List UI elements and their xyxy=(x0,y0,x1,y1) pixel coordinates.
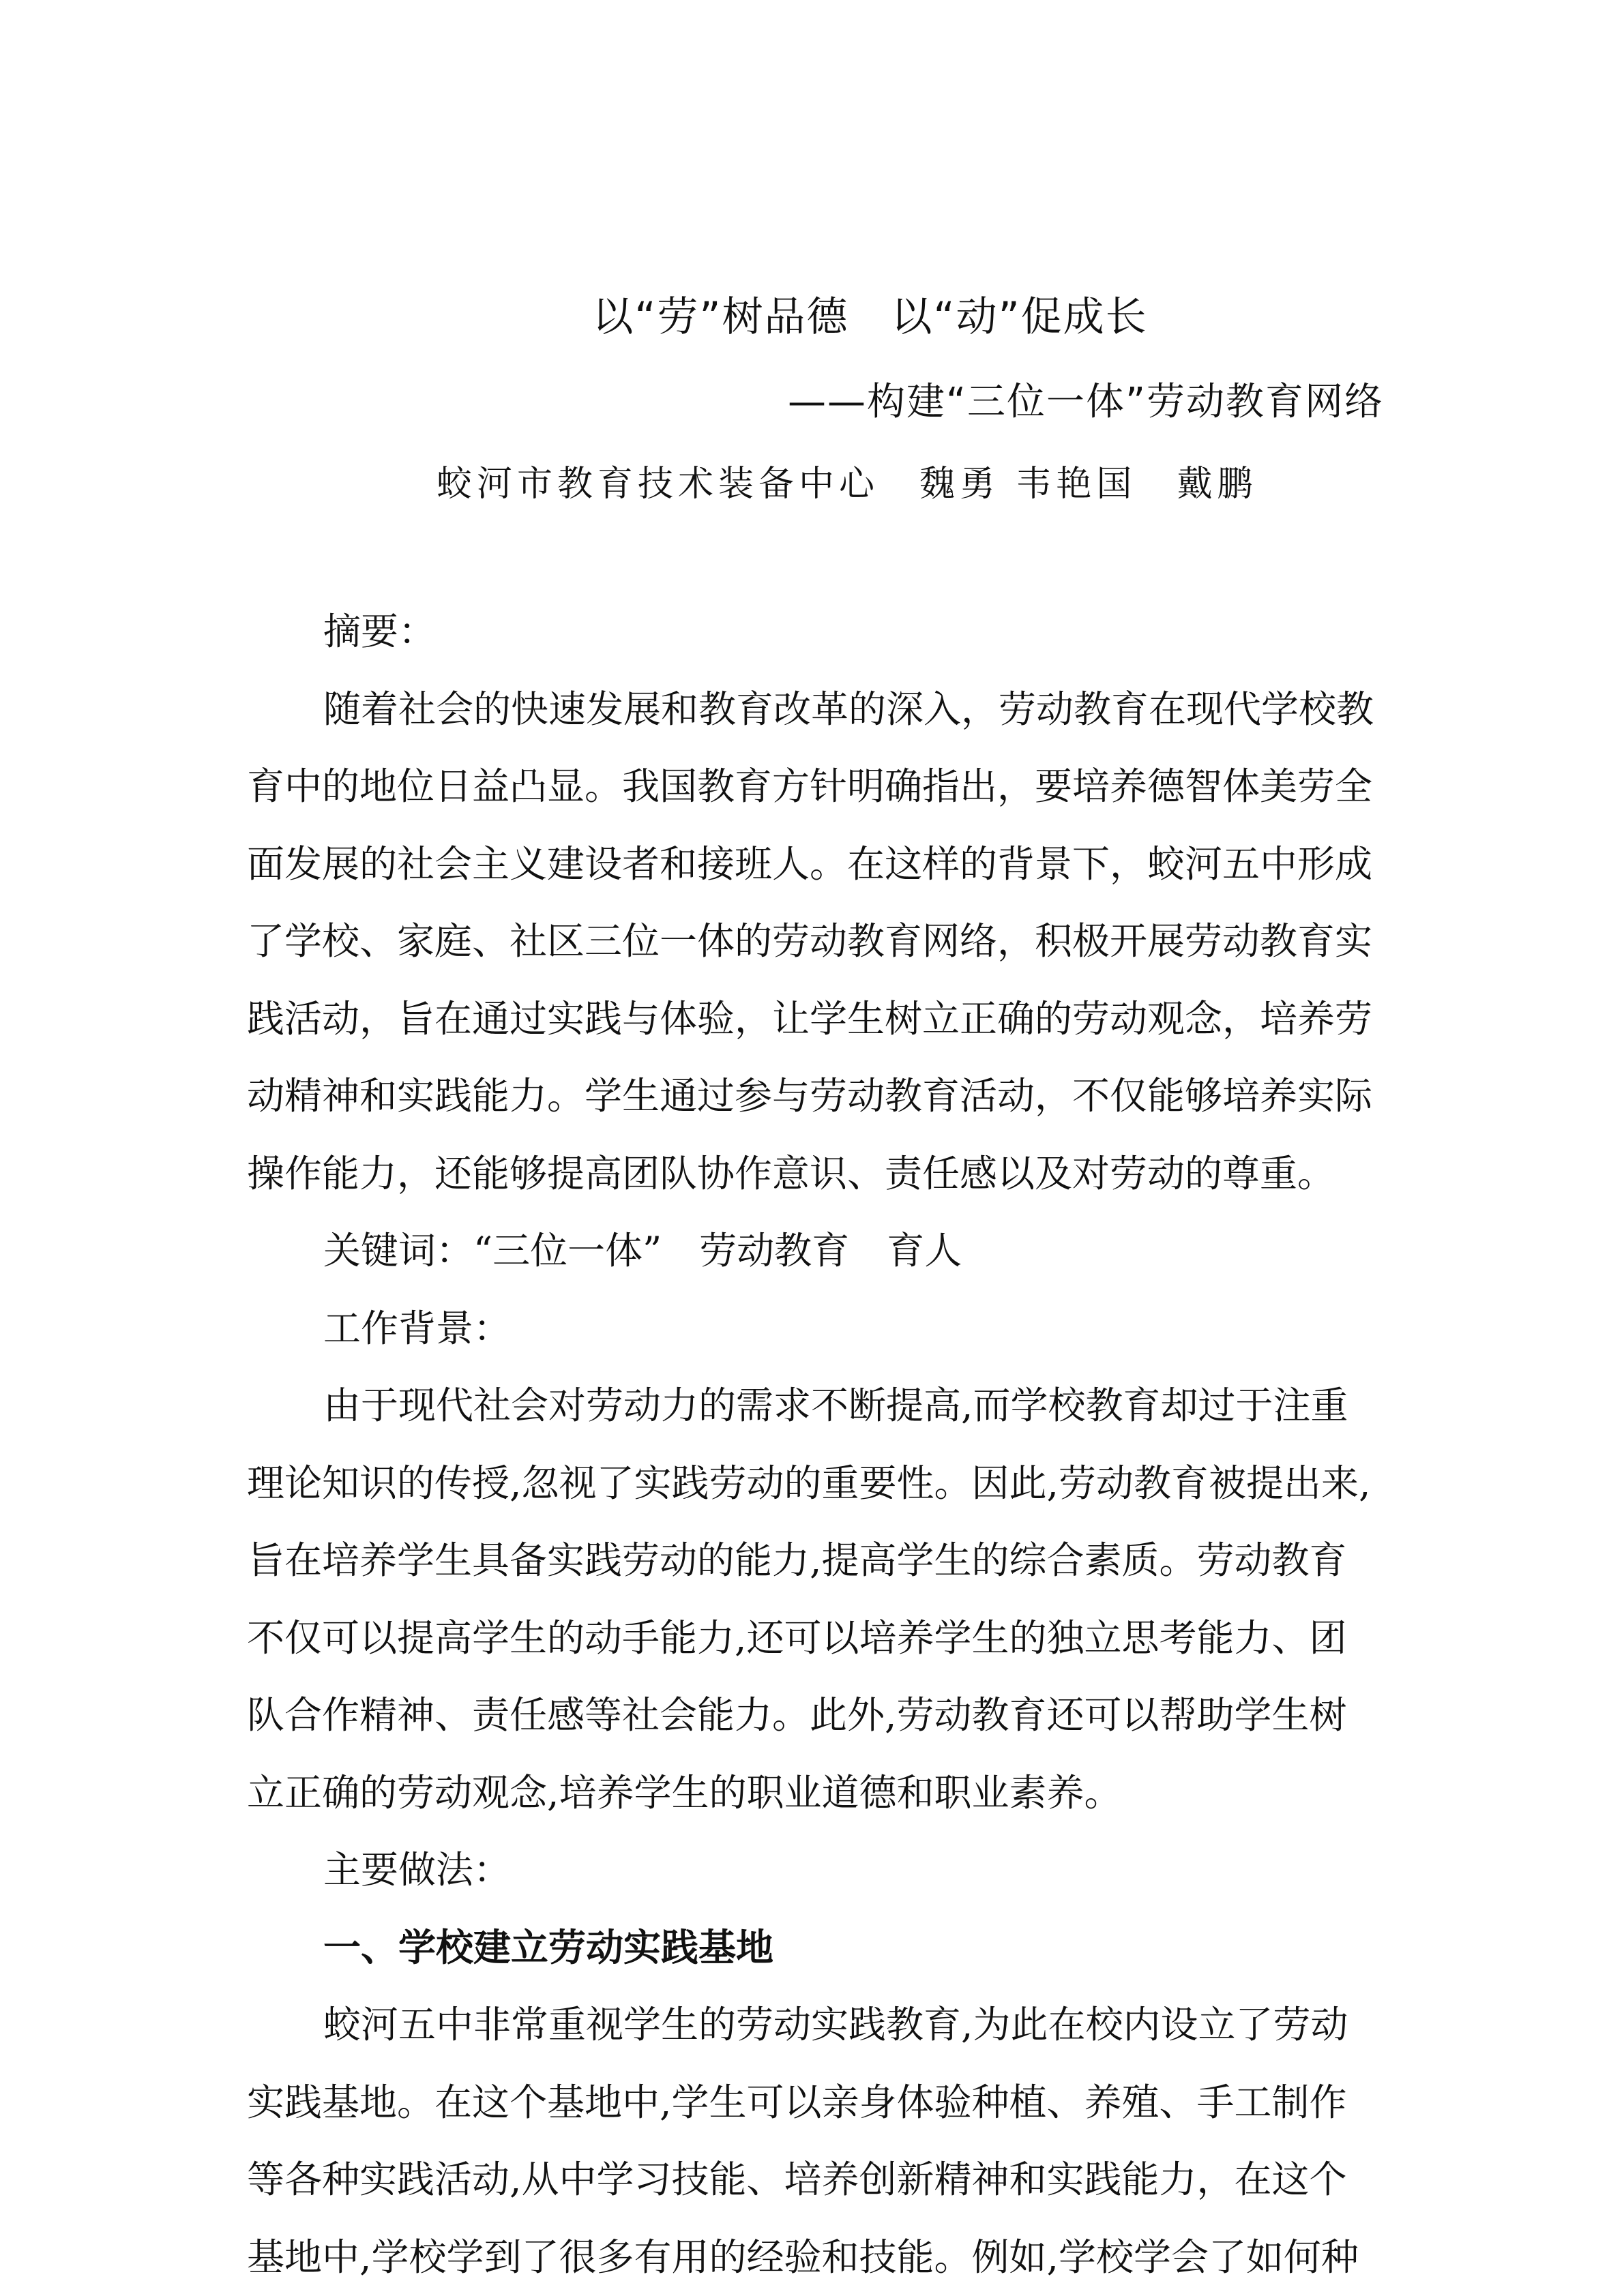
keywords-line: 关键词：“三位一体” 劳动教育 育人 xyxy=(323,1229,962,1272)
abstract-label: 摘要： xyxy=(323,610,437,653)
document-subtitle: ——构建“三位一体”劳动教育网络 xyxy=(787,380,1384,424)
abstract-paragraph: 随着社会的快速发展和教育改革的深入，劳动教育在现代学校教育中的地位日益凸显。我国教育方针明确指出，要培养德智体美劳全面发展的社会主义建设者和接班人。在这样的背景下，蛟河五中形成了学校、家庭、社区三位一体的劳动教育网络，积极开展劳动教育实践活动，旨在通过实践与体验，让学生树立正确的劳动观念，培养劳动精神和实践能力。学生通过参与劳动教育活动，不仅能够培养实际操作能力，还能够提高团队协作意识、责任感以及对劳动的尊重。 xyxy=(247,687,1374,1195)
document-authors: 蛟河市教育技术装备中心 魏勇 韦艳国 戴鹏 xyxy=(437,464,1258,505)
document-title: 以“劳”树品德 以“动”促成长 xyxy=(592,293,1148,341)
methods-label: 主要做法： xyxy=(323,1848,512,1892)
background-label: 工作背景： xyxy=(323,1306,512,1350)
document-body xyxy=(247,593,1379,2296)
section-paragraph: 蛟河五中非常重视学生的劳动实践教育,为此在校内设立了劳动实践基地。在这个基地中,学生可以亲身体验种植、养殖、手工制作等各种实践活动,从中学习技能、培养创新精神和实践能力，在这个基地中,学校学到了很多有用的经验和技能。例如,学校学会了如何种 xyxy=(247,2003,1359,2279)
section-heading: 一、学校建立劳动实践基地 xyxy=(323,1925,774,1969)
background-paragraph: 由于现代社会对劳动力的需求不断提高,而学校教育却过于注重理论知识的传授,忽视了实践劳动的重要性。因此,劳动教育被提出来,旨在培养学生具备实践劳动的能力,提高学生的综合素质。劳动教育不仅可以提高学生的动手能力,还可以培养学生的独立思考能力、团队合作精神、责任感等社会能力。此外,劳动教育还可以帮助学生树立正确的劳动观念,培养学生的职业道德和职业素养。 xyxy=(247,1384,1371,1815)
